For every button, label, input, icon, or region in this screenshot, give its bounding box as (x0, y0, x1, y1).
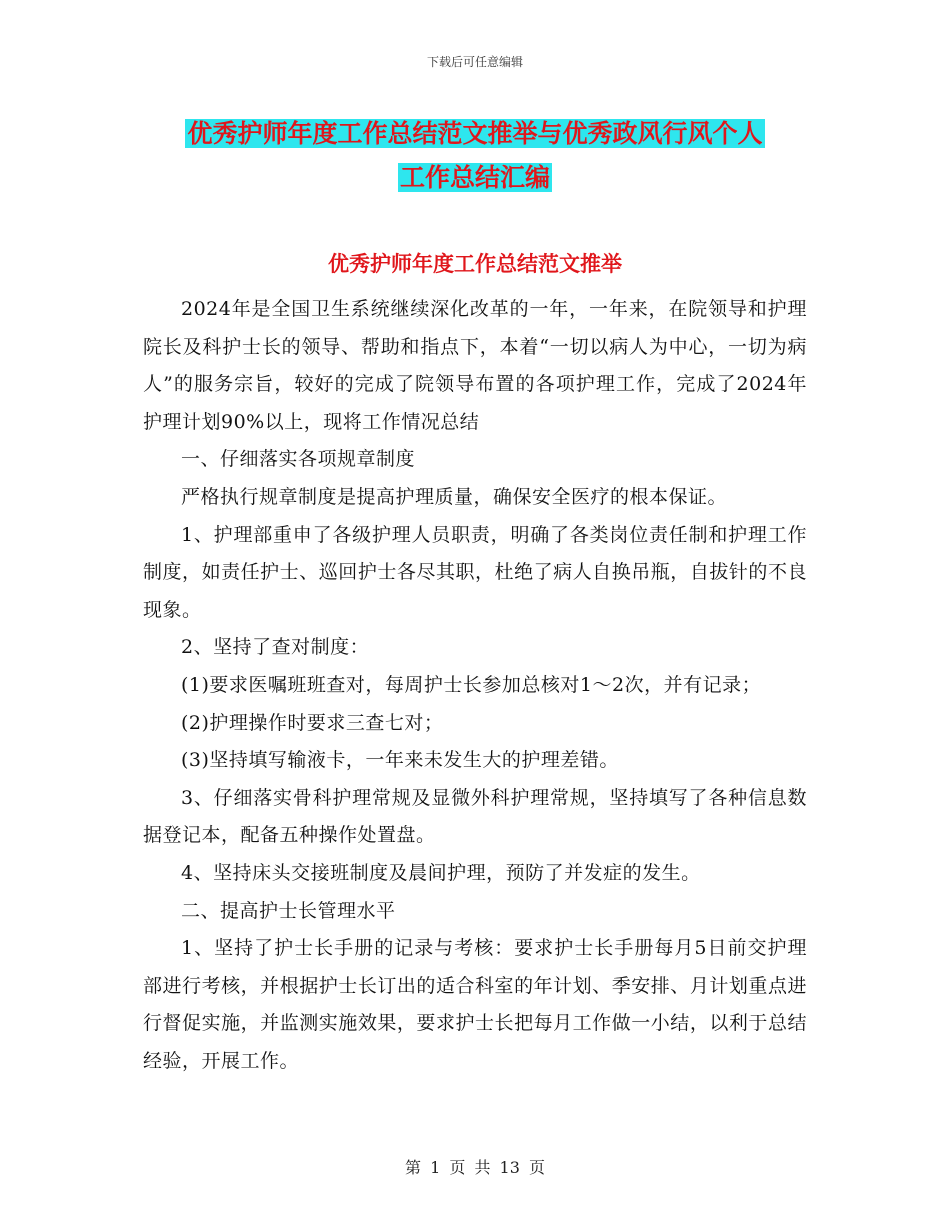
document-body (143, 291, 807, 1080)
body-paragraph: 1、护理部重申了各级护理人员职责，明确了各类岗位责任制和护理工作制度，如责任护士、巡回护士各尽其职，杜绝了病人自换吊瓶，自拔针的不良现象。 (143, 523, 807, 621)
header-note: 下载后可任意编辑 (426, 55, 523, 69)
body-paragraph: (1)要求医嘱班班查对，每周护士长参加总核对1～2次，并有记录； (181, 673, 762, 696)
body-paragraph: (3)坚持填写输液卡，一年来未发生大的护理差错。 (181, 749, 619, 772)
body-paragraph: (2)护理操作时要求三查七对； (181, 711, 444, 734)
body-paragraph: 3、仔细落实骨科护理常规及显微外科护理常规，坚持填写了各种信息数据登记本，配备五种操作处置盘。 (143, 786, 807, 847)
body-paragraph: 2、坚持了查对制度： (181, 636, 370, 659)
page-number-footer: 第 1 页 共 13 页 (405, 1158, 545, 1177)
document-title-line-1: 优秀护师年度工作总结范文推举与优秀政风行风个人 (187, 119, 763, 148)
body-paragraph: 4、坚持床头交接班制度及晨间护理，预防了并发症的发生。 (181, 861, 701, 884)
document-title-line-2: 工作总结汇编 (399, 163, 550, 192)
section-heading: 二、提高护士长管理水平 (181, 899, 396, 922)
body-paragraph: 2024年是全国卫生系统继续深化改革的一年，一年来，在院领导和护理院长及科护士长的领导、帮助和指点下，本着“一切以病人为中心，一切为病人”的服务宗旨，较好的完成了院领导布置的各项护理工作，完成了2024年护理计划90%以上，现将工作情况总结 (143, 298, 807, 433)
document-title (140, 112, 810, 200)
body-paragraph: 1、坚持了护士长手册的记录与考核：要求护士长手册每月5日前交护理部进行考核，并根据护士长订出的适合科室的年计划、季安排、月计划重点进行督促实施，并监测实施效果，要求护士长把每月工作做一小结，以利于总结经验，开展工作。 (143, 937, 807, 1072)
section-heading: 一、仔细落实各项规章制度 (181, 448, 416, 471)
section-title: 优秀护师年度工作总结范文推举 (328, 252, 622, 276)
body-paragraph: 严格执行规章制度是提高护理质量，确保安全医疗的根本保证。 (181, 485, 728, 508)
